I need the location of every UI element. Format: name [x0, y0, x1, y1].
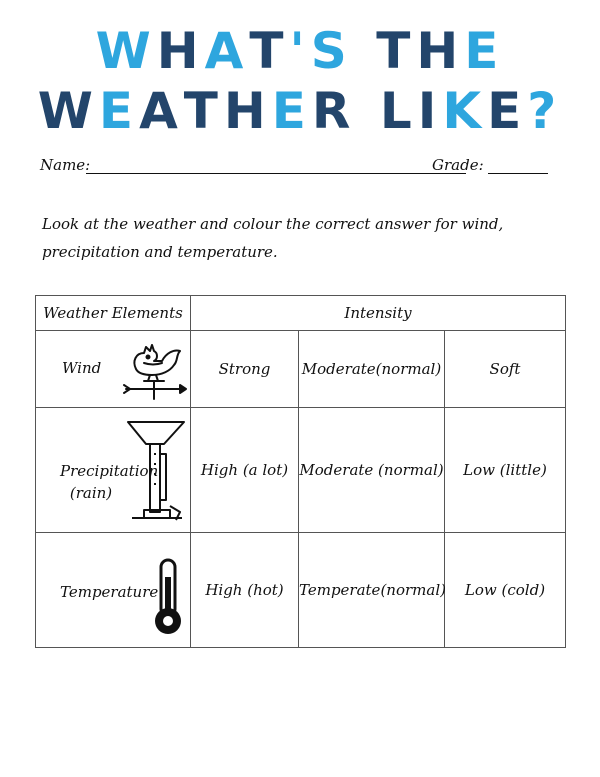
title-char: W — [95, 22, 157, 80]
option-label: Moderate(normal) — [301, 360, 442, 378]
thermometer-icon — [150, 557, 186, 637]
element-cell-temperature — [36, 533, 191, 648]
table-row-precipitation — [36, 408, 566, 533]
title-char: E — [271, 82, 312, 140]
option-cell[interactable] — [445, 331, 566, 408]
weather-table — [35, 295, 566, 648]
grade-label: Grade: — [432, 156, 484, 174]
option-label: Low (little) — [463, 461, 547, 479]
element-cell-precipitation — [36, 408, 191, 533]
rain-gauge-icon — [124, 414, 190, 528]
title-char: W — [37, 82, 99, 140]
element-label-temperature: Temperature — [60, 583, 159, 601]
title-char: ? — [527, 82, 563, 140]
instructions-text: Look at the weather and colour the correct answer for wind, precipitation and temperature. — [42, 215, 504, 261]
title-char: T — [249, 22, 290, 80]
option-label: Low (cold) — [464, 581, 546, 599]
option-label: Strong — [218, 360, 271, 378]
option-cell[interactable] — [445, 408, 566, 533]
title-char: E — [464, 22, 505, 80]
element-label-line: (rain) — [69, 484, 113, 502]
title-char: A — [204, 22, 250, 80]
title-char: T — [376, 22, 417, 80]
table-row-wind — [36, 331, 566, 408]
option-label: High (a lot) — [200, 461, 289, 479]
option-cell[interactable] — [191, 533, 299, 648]
title-char: I — [417, 82, 443, 140]
title-char: E — [487, 82, 528, 140]
grade-field-line[interactable] — [488, 173, 548, 174]
title-char: E — [98, 82, 140, 140]
title-char: ' — [289, 22, 311, 80]
name-grade-row — [40, 154, 550, 178]
title-char: L — [379, 82, 418, 140]
header-intensity: Intensity — [191, 296, 566, 331]
header-weather-elements: Weather Elements — [36, 296, 191, 331]
element-cell-wind — [36, 331, 191, 408]
option-label: High (hot) — [205, 581, 284, 599]
worksheet-title-line-1 — [0, 22, 600, 80]
title-char: H — [156, 22, 205, 80]
option-cell[interactable] — [191, 331, 299, 408]
title-char: A — [139, 82, 184, 140]
option-label: Soft — [489, 360, 521, 378]
title-char: R — [311, 82, 357, 140]
title-char: H — [416, 22, 465, 80]
option-cell[interactable] — [445, 533, 566, 648]
title-char: S — [310, 22, 353, 80]
title-char: K — [442, 82, 488, 140]
option-cell[interactable] — [299, 331, 445, 408]
option-cell[interactable] — [299, 408, 445, 533]
worksheet-title-line-2 — [0, 82, 600, 140]
option-label: Moderate (normal) — [299, 461, 444, 479]
element-label-line: Precipitation — [60, 462, 159, 480]
element-label-precipitation — [60, 462, 159, 502]
option-label: Temperate(normal) — [299, 581, 446, 599]
element-label-wind: Wind — [62, 359, 102, 377]
table-row-temperature — [36, 533, 566, 648]
option-cell[interactable] — [191, 408, 299, 533]
name-field-line[interactable] — [86, 173, 466, 174]
table-header-row — [36, 296, 566, 331]
title-char: H — [223, 82, 272, 140]
name-label: Name: — [40, 156, 91, 174]
option-cell[interactable] — [299, 533, 445, 648]
title-char: T — [183, 82, 224, 140]
weather-vane-rooster-icon — [122, 335, 188, 401]
